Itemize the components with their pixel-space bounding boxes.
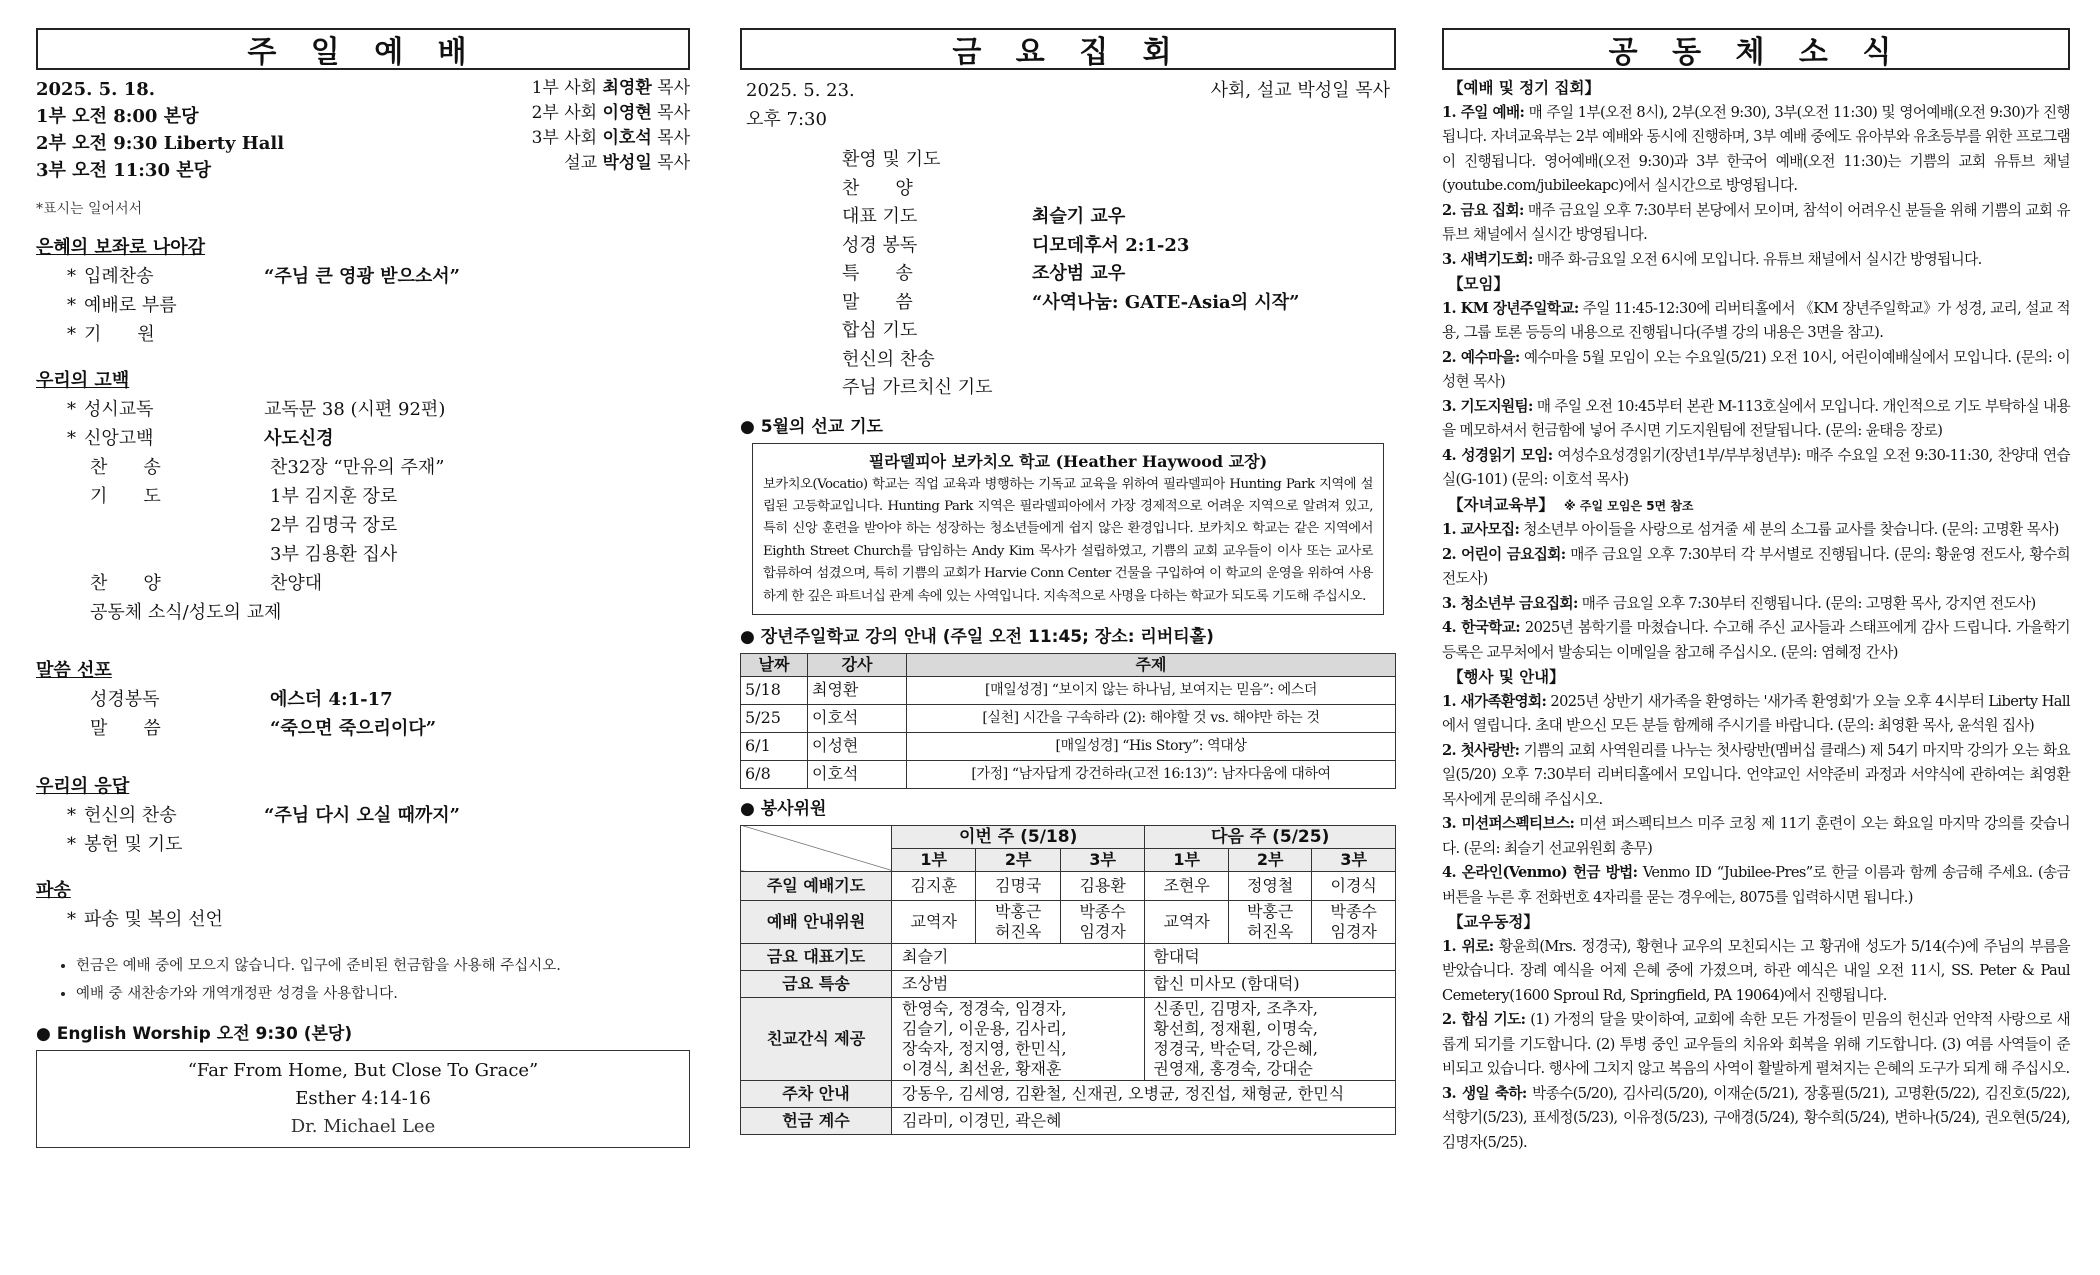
order-label: 신앙고백 [84,428,154,449]
friday-item [842,146,1396,175]
order-value: 사도신경 [264,428,334,449]
order-label: 헌신의 찬송 [84,805,177,826]
news-item-text: 미션 퍼스펙티브스 미주 코칭 제 11기 훈련이 오는 화요일 마지막 강의를 갖습니다. (문의: 최슬기 선교위원회 총무) [1442,815,2070,857]
lecture-cell: 이호석 [808,760,907,788]
news-item [1442,199,2070,248]
vol-wide-row [741,997,1396,1080]
vol-row-label: 친교간식 제공 [741,997,892,1080]
news-item [1442,444,2070,493]
friday-item-label: 합심 기도 [842,320,918,341]
leader-role: 1부 사회 [531,78,603,98]
section-heading: 은혜의 보좌로 나아감 [36,237,206,258]
news-item-label: 2. 첫사랑반: [1442,741,1520,759]
order-value [264,320,690,349]
news-category [1442,910,2070,935]
friday-item-value: 디모데후서 2:1-23 [1032,234,1190,256]
mission-heading: ● 5월의 선교 기도 [740,416,883,437]
news-item-text: 주일 11:45-12:30에 리버티홀에서 《KM 장년주일학교》가 성경, 교리, 설교 적용, 그룹 토론 등등의 내용으로 진행됩니다(주별 강의 내용은 3면을 참고). [1442,299,2070,341]
news-item-label: 3. 기도지원팀: [1442,397,1533,415]
lecture-cell: [실천] 시간을 구속하라 (2): 해야할 것 vs. 해야만 하는 것 [907,704,1396,732]
order-value [264,905,690,934]
leader-name: 박성일 [602,153,652,173]
friday-leader: 사회, 설교 박성일 목사 [1210,80,1390,101]
service-times [36,76,284,184]
news-item-text: 여성수요성경읽기(장년1부/부부청년부): 매주 수요일 오전 9:30-11:30, 찬양대 연습실(G-101) (문의: 이호석 목사) [1442,446,2070,488]
vol-service-label: 1부 [1145,848,1229,871]
order-item [36,540,690,569]
vol-cell: 교역자 [1145,900,1229,943]
news-item-label: 2. 합심 기도: [1442,1011,1526,1028]
news-item-text: 박종수(5/20), 김사리(5/20), 이재순(5/21), 장홍필(5/21), 고명환(5/22), 김진호(5/22), 석향기(5/23), 표세정(5/23), 이유정(5/23), 구애경(5/24), 황수희(5/24), 변하나(5/24), 권오현(5/24), 김명자(5/25). [1442,1084,2070,1151]
order-mark: * [67,295,76,316]
vol-next-cell: 신종민, 김명자, 조추자, 황선희, 정재훤, 이명숙, 정경국, 박순덕, 강은혜, 권영재, 홍경숙, 강대순 [1145,997,1396,1080]
order-value: “주님 다시 오실 때까지” [264,805,460,826]
friday-order [740,146,1396,403]
news-item-label: 1. 주일 예배: [1442,103,1525,121]
friday-header [740,76,1396,134]
order-mark: * [67,266,76,287]
order-mark [36,453,84,482]
news-item-label: 1. 위로: [1442,937,1494,955]
news-item-label: 4. 성경읽기 모임: [1442,446,1553,464]
lecture-header-row [741,653,1396,676]
news-item-text: 매주 금요일 오후 7:30부터 진행됩니다. (문의: 고명환 목사, 강지연 전도사) [1577,594,2036,612]
lecture-cell: 5/25 [741,704,808,732]
vol-row-label: 헌금 계수 [741,1107,892,1134]
order-value [264,291,690,320]
order-item [36,714,690,743]
order-item [36,801,690,830]
lecture-row [741,732,1396,760]
news-item-label: 1. KM 장년주일학교: [1442,299,1579,317]
vol-service-label: 3부 [1060,848,1144,871]
order-mark: * [67,805,76,826]
volunteers-table [740,825,1396,1135]
vol-cell: 김지훈 [892,871,976,900]
lecture-col-1: 강사 [808,653,907,676]
order-label: 성경봉독 [90,689,160,710]
lecture-row [741,704,1396,732]
section-heading: 말씀 선포 [36,660,112,681]
leader-name: 이영현 [602,103,652,123]
order-value [281,598,690,627]
leader-name: 이호석 [602,128,652,148]
vol-service-label: 2부 [976,848,1060,871]
friday-item [842,260,1396,289]
vol-row-label: 금요 특송 [741,970,892,997]
leader-suffix: 목사 [651,78,690,98]
english-heading: ● English Worship 오전 9:30 (본당) [36,1024,353,1044]
friday-item [842,317,1396,346]
vol-this-week: 이번 주 (5/18) [892,825,1145,848]
friday-item [842,232,1396,261]
lecture-cell: 이성현 [808,732,907,760]
vol-wide-row [741,970,1396,997]
lecture-cell: 6/8 [741,760,808,788]
note-item: • 예배 중 새찬송가와 개역개정판 성경을 사용합니다. [76,980,690,1008]
lecture-table [740,653,1396,789]
news-category [1442,76,2070,101]
news-item [1442,346,2070,395]
news-category [1442,665,2070,690]
section-heading: 파송 [36,880,71,901]
order-label: 기 원 [84,324,155,345]
news-category [1442,493,2070,519]
order-mark [36,540,84,569]
leader-suffix: 목사 [651,153,690,173]
friday-item-label: 대표 기도 [842,206,918,227]
vol-row-label: 주차 안내 [741,1080,892,1107]
order-value: 3부 김용환 집사 [270,544,398,565]
leader-4 [532,151,690,176]
news-item-label: 3. 청소년부 금요집회: [1442,594,1578,612]
order-item [36,482,690,511]
vol-full-row [741,1080,1396,1107]
friday-column [740,28,1396,1135]
order-mark: * [67,324,76,345]
news-category-label: 【모임】 [1448,275,1509,293]
sunday-title: 주 일 예 배 [36,28,690,70]
news-item-label: 3. 새벽기도회: [1442,250,1533,268]
order-mark: * [67,834,76,855]
order-item [36,830,690,859]
friday-item-label: 특 송 [842,263,913,284]
leader-role: 설교 [564,153,603,173]
leader-name: 최영환 [602,78,652,98]
stand-note: *표시는 일어서서 [36,201,143,217]
news-item-text: 매 주일 오전 10:45부터 본관 M-113호실에서 모입니다. 개인적으로 기도 부탁하실 내용을 메모하셔서 헌금함에 넣어 주시면 기도지원팀에 전달됩니다. (문의: 윤태응 장로) [1442,397,2070,439]
lecture-col-2: 주제 [907,653,1396,676]
order-value: 찬32장 “만유의 주재” [270,457,445,478]
vol-cell: 김용환 [1060,871,1144,900]
vol-cell: 박종수 임경자 [1312,900,1396,943]
vol-full-row [741,1107,1396,1134]
news-body [1442,76,2070,1155]
friday-item [842,175,1396,204]
vol-cell: 조현우 [1145,871,1229,900]
order-label: 기 도 [90,486,161,507]
vol-row-label: 예배 안내위원 [741,900,892,943]
vol-full-cell: 강동우, 김세영, 김환철, 신재권, 오병균, 정진섭, 채형균, 한민식 [892,1080,1396,1107]
vol-corner [741,825,892,871]
vol-service-label: 2부 [1228,848,1312,871]
order-value: 찬양대 [270,573,323,594]
mission-box [752,443,1384,615]
news-item-label: 4. 온라인(Venmo) 헌금 방법: [1442,864,1638,881]
volunteers-heading: ● 봉사위원 [740,798,827,819]
news-item-label: 2. 어린이 금요집회: [1442,545,1566,563]
news-item-text: 매주 금요일 오후 7:30부터 본당에서 모이며, 참석이 어려우신 분들을 위해 기쁨의 교회 유튜브 채널에서 실시간 방영됩니다. [1442,201,2070,243]
friday-item-value: 조상범 교우 [1032,263,1126,284]
section-heading: 우리의 고백 [36,370,130,391]
news-item-text: 청소년부 아이들을 사랑으로 섬겨줄 세 분의 소그룹 교사를 찾습니다. (문의: 고명환 목사) [1519,521,2059,538]
leader-role: 2부 사회 [531,103,603,123]
news-item [1442,935,2070,1009]
news-column [1442,28,2070,1155]
order-label: 봉헌 및 기도 [84,834,183,855]
order-label: 공동체 소식/성도의 교제 [90,602,282,623]
news-item-text: 기쁨의 교회 사역원리를 나누는 첫사랑반(멤버십 클래스) 제 54기 마지막 강의가 오는 화요일(5/20) 오후 7:30부터 리버티홀에서 모입니다. 언약교인 서약준비 과정과 서약식에 관하여는 최영환 목사에게 문의해 주십시오. [1442,741,2070,808]
order-value: 1부 김지훈 장로 [270,486,398,507]
lecture-cell: [가정] “남자답게 강건하라(고전 16:13)”: 남자다움에 대하여 [907,760,1396,788]
news-item [1442,1008,2070,1082]
news-item-text: 매주 금요일 오후 7:30부터 각 부서별로 진행됩니다. (문의: 황윤영 전도사, 황수희 전도사) [1442,545,2070,587]
news-category-label: 【교우동정】 [1448,913,1539,931]
order-item [36,291,690,320]
lecture-cell: 최영환 [808,676,907,704]
vol-cell: 교역자 [892,900,976,943]
vol-row-label: 금요 대표기도 [741,943,892,970]
vol-cell: 박종수 임경자 [1060,900,1144,943]
order-value: “죽으면 죽으리이다” [270,718,437,739]
news-item-label: 2. 금요 집회: [1442,201,1524,219]
news-title: 공 동 체 소 식 [1442,28,2070,70]
lecture-row [741,760,1396,788]
section-heading: 우리의 응답 [36,776,130,797]
news-item-label: 1. 교사모집: [1442,521,1520,538]
friday-time: 오후 7:30 [746,109,827,130]
friday-item [842,289,1396,318]
vol-row [741,871,1396,900]
leader-2 [532,101,690,126]
news-item [1442,248,2070,273]
mission-title: 필라델피아 보카치오 학교 (Heather Haywood 교장) [868,451,1268,471]
vol-row-label: 주일 예배기도 [741,871,892,900]
vol-next-cell: 합신 미사모 (함대덕) [1145,970,1396,997]
service-time-2: 2부 오전 9:30 Liberty Hall [36,133,285,154]
order-item [36,453,690,482]
lecture-cell: 6/1 [741,732,808,760]
lecture-col-0: 날짜 [741,653,808,676]
order-value: 에스더 4:1-17 [270,689,393,710]
order-value: “주님 큰 영광 받으소서” [264,266,460,287]
vol-cell: 이경식 [1312,871,1396,900]
order-item [36,262,690,291]
order-label: 예배로 부름 [84,295,177,316]
order-mark [36,511,84,540]
vol-service-label: 1부 [892,848,976,871]
lecture-cell: [매일성경] “보이지 않는 하나님, 보여지는 믿음”: 에스더 [907,676,1396,704]
order-mark [36,685,84,714]
friday-item-label: 말 씀 [842,291,913,313]
friday-item [842,374,1396,403]
news-item-label: 3. 생일 축하: [1442,1084,1527,1102]
news-item [1442,739,2070,813]
service-time-1: 1부 오전 8:00 본당 [36,106,199,127]
vol-wide-row [741,943,1396,970]
english-preacher: Dr. Michael Lee [290,1116,436,1137]
vol-cell: 박홍근 허진옥 [976,900,1060,943]
friday-item-label: 찬 양 [842,177,913,199]
news-category-note: ※ 주일 모임은 5면 참조 [1559,498,1694,513]
news-item-text: 예수마을 5월 모임이 오는 수요일(5/21) 오전 10시, 어린이예배실에서 모입니다. (문의: 이성현 목사) [1442,348,2070,390]
friday-item [842,346,1396,375]
friday-item-value: “사역나눔: GATE-Asia의 시작” [1032,291,1300,313]
order-mark [36,482,84,511]
order-item [36,511,690,540]
vol-cell: 김명국 [976,871,1060,900]
sunday-column [36,28,690,1148]
news-category [1442,272,2070,297]
order-item [36,320,690,349]
order-value [264,830,690,859]
leader-3 [532,126,690,151]
order-label [84,511,270,540]
news-item-text: 매 주일 1부(오전 8시), 2부(오전 9:30), 3부(오전 11:30) 및 영어예배(오전 9:30)가 진행됩니다. 자녀교육부는 2부 예배와 동시에 진행하며, 3부 예배 중에도 유아부와 유초등부를 위한 프로그램이 진행됩니다. 영어예배(오전 9:30)과 3부 한국어 예배(오전 11:30)는 기쁨의 교회 유튜브 채널(youtube.com/jubileekapc)에서 실시간으로 방영됩니다. [1442,103,2070,194]
order-mark: * [67,428,76,449]
order-mark: * [67,909,76,930]
lecture-cell: 5/18 [741,676,808,704]
order-label: 말 씀 [90,718,161,739]
news-category-label: 【예배 및 정기 집회】 [1448,79,1601,97]
service-time-3: 3부 오전 11:30 본당 [36,160,212,181]
news-category-label: 【행사 및 안내】 [1448,668,1565,686]
order-mark [36,569,84,598]
order-value: 2부 김명국 장로 [270,515,398,536]
order-mark [36,714,84,743]
leader-role: 3부 사회 [531,128,603,148]
vol-cell: 박홍근 허진옥 [1228,900,1312,943]
vol-this-cell: 한영숙, 정경숙, 임경자, 김슬기, 이운용, 김사리, 장숙자, 정지영, 한민식, 이경식, 최선윤, 황재훈 [892,997,1145,1080]
news-item-text: 매주 화-금요일 오전 6시에 모입니다. 유튜브 채널에서 실시간 방영됩니다. [1532,250,1982,268]
news-item [1442,518,2070,543]
friday-title: 금 요 집 회 [740,28,1396,70]
order-item [36,395,690,424]
vol-full-cell: 김라미, 이경민, 곽은혜 [892,1107,1396,1134]
order-label: 찬 송 [90,457,161,478]
news-item-text: 2025년 상반기 새가족을 환영하는 '새가족 환영회'가 오늘 오후 4시부터 Liberty Hall에서 열립니다. 초대 받으신 모든 분들 함께해 주시기를 바랍니다. (문의: 최영환 목사, 윤석원 집사) [1442,692,2071,734]
news-item [1442,543,2070,592]
vol-week-row [741,825,1396,848]
news-item-text: (1) 가정의 달을 맞이하여, 교회에 속한 모든 가정들이 믿음의 헌신과 언약적 사랑으로 새롭게 되기를 기도합니다. (2) 투병 중인 교우들의 치유와 회복을 위해 기도합니다. (3) 여름 사역들이 준비되고 있습니다. 행사에 그치지 않고 복음의 사역이 활발하게 펼쳐지는 은혜의 도구가 되게 해 주십시오. [1442,1011,2070,1077]
note-item: • 헌금은 예배 중에 모으지 않습니다. 입구에 준비된 헌금함을 사용해 주십시오. [76,952,690,980]
news-item [1442,861,2070,910]
news-item [1442,812,2070,861]
news-item [1442,101,2070,199]
news-item-label: 2. 예수마을: [1442,348,1520,366]
order-item [36,905,690,934]
friday-date: 2025. 5. 23. [746,80,855,101]
order-label: 파송 및 복의 선언 [84,909,223,930]
friday-item-label: 성경 봉독 [842,234,918,256]
vol-row [741,900,1396,943]
order-item [36,685,690,714]
news-item [1442,690,2070,739]
order-item [36,569,690,598]
order-item [36,424,690,453]
vol-this-cell: 최슬기 [892,943,1145,970]
friday-when [746,76,855,134]
news-item-label: 3. 미션퍼스펙티브스: [1442,815,1575,832]
mission-body: 보카치오(Vocatio) 학교는 직업 교육과 병행하는 기독교 교육을 위하여 필라델피아 Hunting Park 지역에 설립된 고등학교입니다. Hunting Park 지역은 필라델피아에서 가장 경제적으로 어려운 지역으로 알려져 있고, 특히 신앙 훈련을 받아야 하는 성장하는 청소년들에게 쉽지 않은 환경입니다. 보카치오 학교는 같은 지역에서 Eighth Street Church를 담임하는 Andy Kim 목사가 설립하였고, 기쁨의 교회 교우들이 이사 또는 교사로 합류하여 섬겼으며, 특히 기쁨의 교회가 Harvie Conn Center 건물을 구입하여 이 학교의 운영을 위하여 사용하게 한 깊은 파트너십 관계 속에 있는 사역입니다. 지속적으로 사명을 다하는 학교가 되도록 기도해 주십시오. [763,476,1373,604]
order-item [36,598,690,627]
news-item [1442,395,2070,444]
news-item [1442,592,2070,617]
leader-suffix: 목사 [651,128,690,148]
news-item-text: Venmo ID “Jubilee-Pres”로 한글 이름과 함께 송금해 주세요. (송금 버튼을 누른 후 전화번호 4자리를 묻는 경우에는, 8075를 입력하시면 됩니다.) [1442,864,2070,906]
leader-suffix: 목사 [651,103,690,123]
friday-item-value: 최슬기 교우 [1032,206,1126,227]
news-category-label: 【자녀교육부】 [1448,495,1554,514]
order-mark: * [67,399,76,420]
english-box [36,1050,690,1148]
order-label: 찬 양 [90,573,161,594]
sunday-date: 2025. 5. 18. [36,79,156,100]
vol-cell: 정영철 [1228,871,1312,900]
order-label [84,540,270,569]
vol-service-label: 3부 [1312,848,1396,871]
lecture-cell: [매일성경] “His Story”: 역대상 [907,732,1396,760]
vol-next-cell: 함대덕 [1145,943,1396,970]
order-mark [36,598,84,627]
lecture-heading: ● 장년주일학교 강의 안내 (주일 오전 11:45; 장소: 리버티홀) [740,626,1214,647]
english-scripture: Esther 4:14-16 [295,1088,431,1109]
sunday-header [36,76,690,184]
friday-item-label: 주님 가르치신 기도 [842,377,993,398]
leader-1 [532,76,690,101]
vol-this-cell: 조상범 [892,970,1145,997]
lecture-row [741,676,1396,704]
news-item [1442,297,2070,346]
news-item-text: 2025년 봄학기를 마쳤습니다. 수고해 주신 교사들과 스태프에게 감사 드립니다. 가을학기 등록은 교무처에서 발송되는 이메일을 참고해 주십시오. (문의: 염혜정 간사) [1442,619,2070,661]
service-leaders [532,76,690,184]
order-label: 성시교독 [84,399,154,420]
lecture-cell: 이호석 [808,704,907,732]
order-label: 입례찬송 [84,266,154,287]
vol-next-week: 다음 주 (5/25) [1145,825,1396,848]
order-value: 교독문 38 (시편 92편) [264,399,446,420]
english-title: “Far From Home, But Close To Grace” [187,1060,539,1081]
news-item-label: 4. 한국학교: [1442,619,1521,636]
news-item-label: 1. 새가족환영회: [1442,692,1547,710]
notes-list [36,952,690,1008]
news-item [1442,1082,2070,1156]
news-item-text: 황윤희(Mrs. 정경국), 황현나 교우의 모친되시는 고 황귀애 성도가 5/14(수)에 주님의 부름을 받았습니다. 장례 예식을 어제 은혜 중에 가졌으며, 하관 예식은 내일 오전 11시, SS. Peter & Paul Cemetery(1600 Sproul Rd, Springfield, PA 19064)에서 진행됩니다. [1442,937,2070,1004]
friday-item-label: 헌신의 찬송 [842,348,935,370]
friday-item-label: 환영 및 기도 [842,149,941,170]
friday-item [842,203,1396,232]
news-item [1442,616,2070,665]
